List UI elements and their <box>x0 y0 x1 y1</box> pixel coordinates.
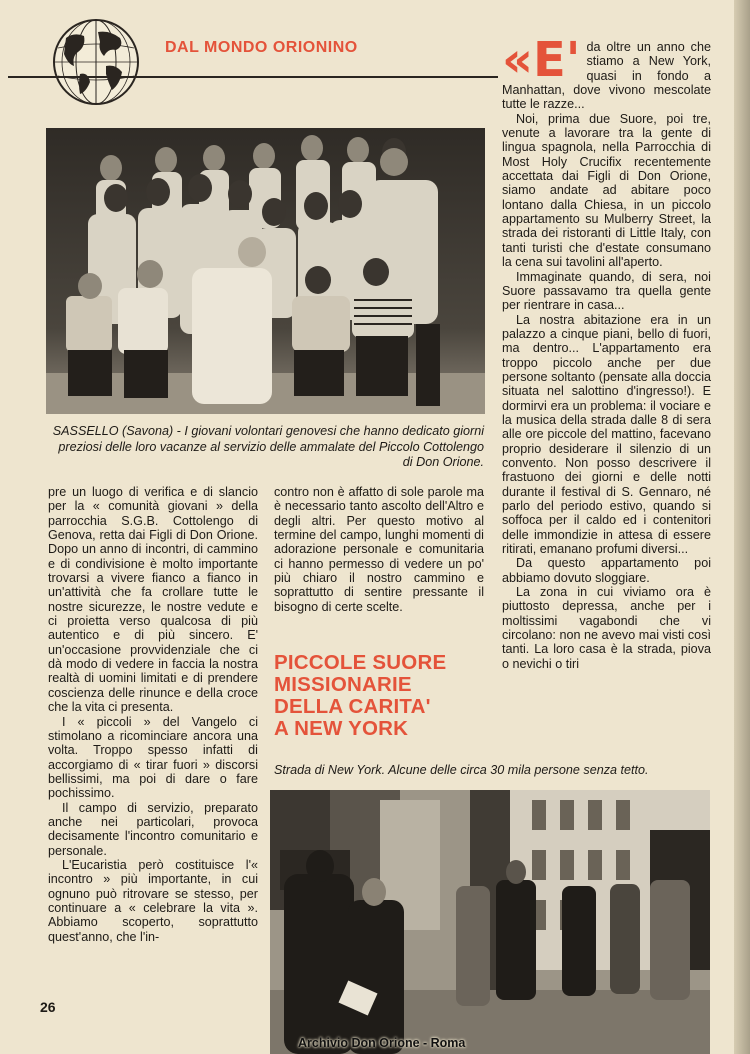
paragraph: contro non è affatto di sole parole ma è necessario tanto ascolto dell'Altro e degli altri. Per questo motivo al termine del campo, lunghi momenti di adorazione personale e comunitaria ci hanno permesso di vedere un po' più chiaro il nostro cammino e soprattutto di sentire pressante il bisogno di certe scelte. <box>274 485 484 614</box>
page-number: 26 <box>40 999 56 1015</box>
article-right-column <box>502 32 711 671</box>
new-york-street-photo <box>270 790 710 1054</box>
paragraph: Immaginate quando, di sera, noi Suore passavamo tra quella gente per rientrare in casa... <box>502 269 711 313</box>
paragraph: Da questo appartamento poi abbiamo dovuto sloggiare. <box>502 556 711 585</box>
bottom-photo-caption: Strada di New York. Alcune delle circa 30 mila persone senza tetto. <box>274 763 649 777</box>
headline-line: A NEW YORK <box>274 717 409 740</box>
article-left-column-1 <box>48 485 258 944</box>
paragraph: Noi, prima due Suore, poi tre, venute a lavorare tra la gente di lingua spagnola, nella Parrocchia di Most Holy Crucifix recentemente accettata dai Figli di Don Orione, siamo andate ad abitare poco lontano dalla Chiesa, in un piccolo appartamento su Mulberry Street, la strada dei ristoranti di Little Italy, con tanti turisti che d'estate consumano la cena sui tavolini all'aperto. <box>502 111 711 270</box>
paragraph: Il campo di servizio, preparato anche nei particolari, provoca decisamente l'incontro comunitario e personale. <box>48 800 258 858</box>
paragraph: L'Eucaristia però costituisce l'« incontro » più importante, in cui ognuno può ritrovare se stesso, per continuare a « celebrare la vita ». Abbiamo scoperto, soprattutto quest'anno, che l'in- <box>48 857 258 944</box>
paragraph: La nostra abitazione era in un palazzo a cinque piani, bello di fuori, ma dentro... L'appartamento era troppo piccolo anche per due persone soltanto (pensate alla doccia situata nel salottino d'ingresso!). E dormirvi era un problema: il vociare e la musica della strada dalle 8 di sera alle ore piccole del mattino, facevano proprio desiderare il silenzio di un convento. Non posso descrivere il frastuono dei giorni e delle notti durante il festival di S. Gennaro, né parlo del periodo estivo, quando si soffoca per il caldo ed i contenitori delle immondizie in attesa di essere ritirati, emanano profumi diversi... <box>502 312 711 557</box>
paragraph: pre un luogo di verifica e di slancio per la « comunità giovani » della parrocchia S.G.B. Cottolengo di Genova, retta dai Figli di Don Orione. Dopo un anno di incontri, di cammino e di condivisione è molto importante trovarsi a vivere fianco a fianco in un'attività che fa crollare tutte le nostre sicurezze, le nostre vedute e ci proietta verso qualcosa di più autentico e di più sincero. E' un'occasione provvidenziale che ci dà modo di vedere in faccia la nostra realtà di uomini limitati e di prendere coscienza delle rinunce e della croce che la vita ci presenta. <box>48 485 258 715</box>
headline-line: MISSIONARIE <box>274 673 412 696</box>
paragraph: La zona in cui viviamo ora è piuttosto depressa, anche per i moltissimi vagabondi che vi circolano: non ne avevo mai visti così tanti. La loro casa è la strada, piova o nevichi o tiri <box>502 585 711 671</box>
headline-line: DELLA CARITA' <box>274 695 431 718</box>
article-left-column-2 <box>274 485 484 614</box>
header-rule <box>8 76 498 78</box>
paragraph: I « piccoli » del Vangelo ci stimolano a ricominciare ancora una volta. Troppo spesso infatti di accorgiamo di « tirar fuori » discorsi bellissimi, ma poi di dare o fare pochissimo. <box>48 714 258 801</box>
top-photo-caption: SASSELLO (Savona) - I giovani volontari genovesi che hanno dedicato giorni preziosi delle loro vacanze al servizio delle ammalate del Piccolo Cottolengo di Don Orione. <box>52 424 484 469</box>
drop-cap: «E' <box>502 32 581 88</box>
volunteers-group-photo <box>46 128 485 414</box>
article-headline <box>274 652 484 740</box>
headline-line: PICCOLE SUORE <box>274 651 447 674</box>
page-edge-shadow <box>734 0 750 1054</box>
archive-watermark: Archivio Don Orione - Roma <box>298 1036 466 1050</box>
paragraph: «E' da oltre un anno che stiamo a New York, quasi in fondo a Manhattan, dove vivono mescolate tutte le razze... <box>502 32 711 112</box>
section-title: DAL MONDO ORIONINO <box>165 39 358 56</box>
globe-icon <box>50 16 142 108</box>
